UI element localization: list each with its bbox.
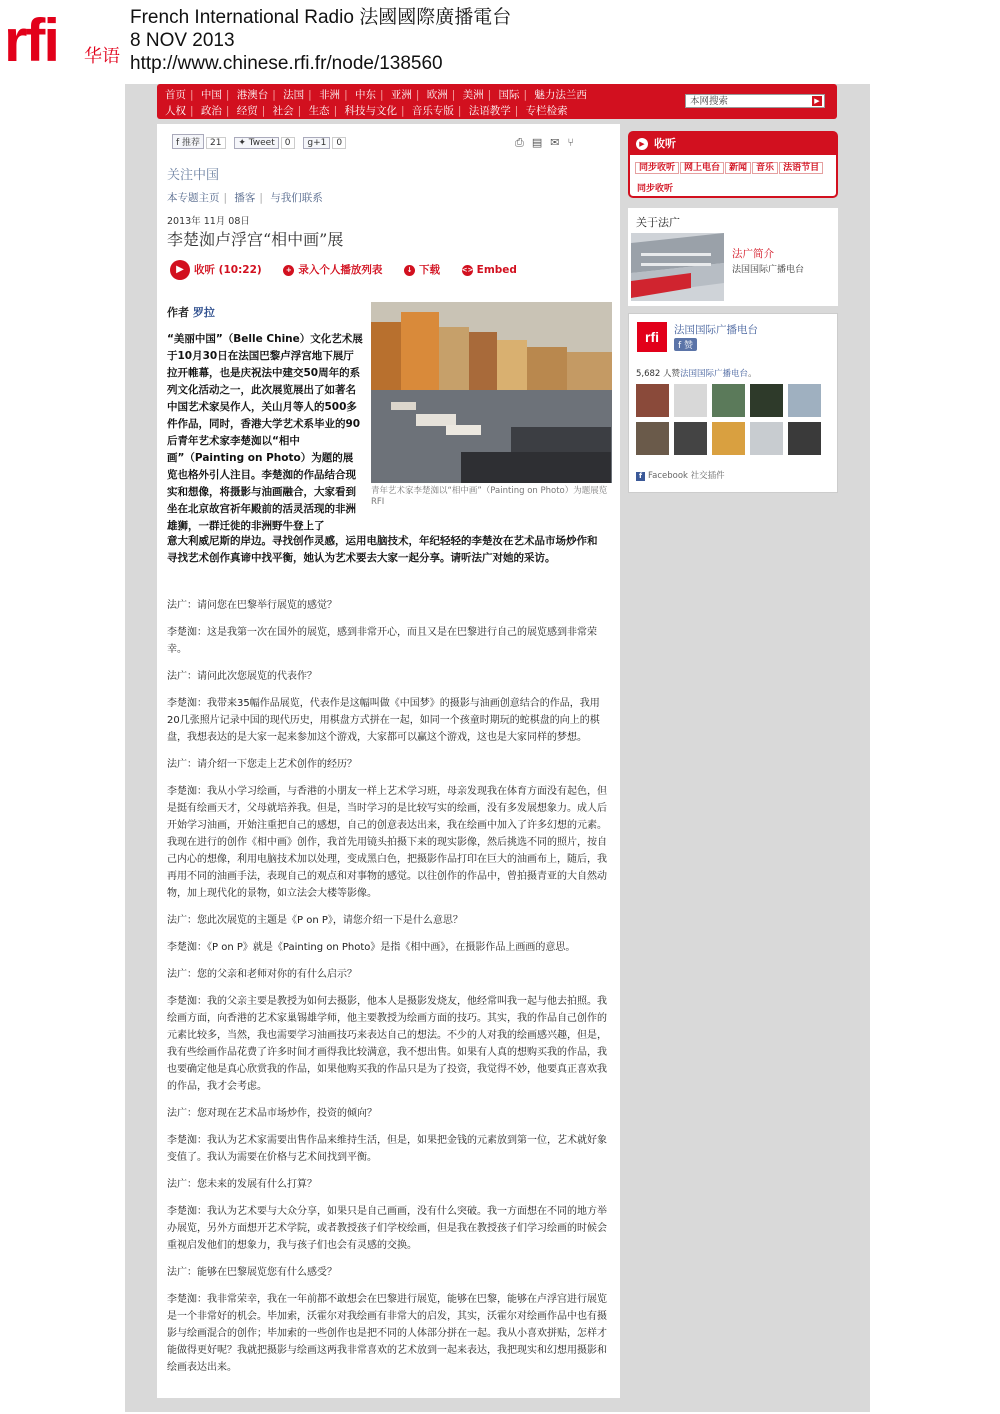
avatar[interactable] [750, 384, 783, 417]
avatar[interactable] [750, 422, 783, 455]
tweet-count: 0 [281, 137, 295, 149]
nav-item[interactable]: 法语教学 [468, 105, 511, 117]
listen-widget [628, 131, 838, 198]
topic-home-link[interactable]: 本专题主页 [167, 192, 220, 204]
tab-web-radio[interactable]: 网上电台 [680, 162, 724, 174]
audio-actions [170, 260, 535, 280]
nav-item[interactable]: 港澳台 [236, 89, 269, 101]
nav-item[interactable]: 生态 [308, 105, 330, 117]
interview-paragraph: 李楚洳：《P on P》就是《Painting on Photo》是指《相中画》，在摄影作品上画画的意思。 [167, 942, 576, 953]
interview-paragraph: 李楚洳：我带来35幅作品展览，代表作是这幅叫做《中国梦》的摄影与油画创意结合的作品，我用20几张照片记录中国的现代历史，用棋盘方式拼在一起，如同一个孩童时期玩的蛇棋盘的向上的棋盘，我想表达的是大家一起来参加这个游戏，大家都可以赢这个游戏，这也是大家同样的梦想。 [167, 698, 600, 743]
listen-widget-header: ▶ 收听 [630, 133, 836, 155]
fb-page-name[interactable]: 法国国际广播电台 [674, 324, 758, 336]
search-placeholder: 本网搜索 [690, 96, 729, 107]
nav-item[interactable]: 亚洲 [390, 89, 412, 101]
facebook-widget [628, 313, 838, 493]
header-url: http://www.chinese.rfi.fr/node/138560 [130, 53, 443, 74]
avatar[interactable] [788, 384, 821, 417]
play-icon: ▶ [170, 260, 190, 280]
search-input[interactable] [685, 94, 825, 108]
listen-button[interactable]: ▶ 收听 (10:22) [170, 264, 262, 276]
nav-item[interactable]: 非洲 [319, 89, 341, 101]
interview-paragraph: 李楚洳：我的父亲主要是教授为如何去摄影，他本人是摄影发烧友，他经常叫我一起与他去拍照。我绘画方面，向香港的艺术家巢锡雄学师，他主要教授为绘画方面的技巧。其实，我的作品自己创作的元素比较多，当然，我也需要学习油画技巧来表达自己的想法。不少的人对我的绘画感兴趣，但是，我有些绘画作品花费了许多时间才画得我比较满意，我不想出售。如果有人真的想购买我的作品，我也要确定他是真心欣赏我的作品，如果他购买我的作品只是为了投资，我觉得不妙，他要真正喜欢我的作品，我才会考虑。 [167, 996, 607, 1092]
facebook-icon: f [636, 472, 645, 481]
contact-link[interactable]: 与我们联系 [270, 192, 323, 204]
nav-row-1: 首页 | 中国 | 港澳台 | 法国 | 非洲 | 中东 | 亚洲 | 欧洲 | 美洲 | 国际 | 魅力法兰西 [165, 89, 587, 101]
article-category[interactable]: 关注中国 [167, 168, 220, 183]
rfi-logo [4, 8, 124, 74]
article-photo [371, 302, 612, 483]
avatar[interactable] [636, 384, 669, 417]
rfi-logo-text: rfi [4, 7, 58, 74]
fb-like-button[interactable]: f 赞 [674, 338, 697, 351]
facebook-count: 21 [206, 137, 225, 149]
embed-icon: <> [461, 265, 474, 274]
rfi-fb-logo[interactable]: rfi [637, 322, 667, 352]
avatar[interactable] [674, 384, 707, 417]
interview-paragraph: 法广：请介绍一下您走上艺术创作的经历？ [167, 759, 357, 770]
tab-music[interactable]: 音乐 [752, 162, 778, 174]
interview-paragraph: 李楚洳：我认为艺术要与大众分享，如果只是自己画画，没有什么突破。我一方面想在不同的地方举办展览，另外方面想开艺术学院，或者教授孩子们学校绘画，但是我在教授孩子们学习绘画的时候会重视启发他们的想象力，我与孩子们也会有灵感的交换。 [167, 1206, 607, 1251]
interview-paragraph: 李楚洳：我非常荣幸，我在一年前都不敢想会在巴黎进行展览，能够在巴黎，能够在卢浮宫进行展览是一个非常好的机会。毕加索，沃霍尔对我绘画有非常大的启发，其实，沃霍尔对绘画作品中也有摄影与绘画混合的创作；毕加索的一些创作也是把不同的人体部分拼在一起。我从小喜欢拼贴，怎样才能做得更好呢？我就把摄影与绘画这两我非常喜欢的艺术放到一起来表达，我把现实和幻想用摄影和绘画表达出来。 [167, 1294, 607, 1373]
interview-paragraph: 法广：您的父亲和老师对你的有什么启示？ [167, 969, 357, 980]
nav-item[interactable]: 美洲 [462, 89, 484, 101]
nav-item[interactable]: 中东 [354, 89, 376, 101]
nav-item[interactable]: 人权 [165, 105, 186, 117]
nav-item[interactable]: 经贸 [236, 105, 258, 117]
print-icon[interactable]: ⎙ [515, 136, 532, 149]
facebook-recommend-button[interactable]: f 推荐 [172, 134, 204, 149]
nav-row-2: 人权 | 政治 | 经贸 | 社会 | 生态 | 科技与文化 | 音乐专版 | 法语教学 | 专栏检索 [165, 105, 568, 117]
nav-item[interactable]: 科技与文化 [344, 105, 397, 117]
photo-credit: RFI [371, 497, 385, 507]
topic-links: 本专题主页 | 播客 | 与我们联系 [167, 192, 323, 204]
author-line: 作者 罗拉 [167, 306, 215, 319]
avatar[interactable] [636, 422, 669, 455]
download-button[interactable]: ↓ 下载 [404, 264, 440, 276]
interview-paragraph: 法广：请问此次您展览的代表作？ [167, 671, 317, 682]
nav-item[interactable]: 魅力法兰西 [534, 89, 587, 101]
embed-button[interactable]: <> Embed [461, 264, 517, 276]
interview-paragraph: 法广：请问您在巴黎举行展览的感觉？ [167, 600, 337, 611]
play-icon: ▶ [636, 138, 648, 150]
listen-tabs [635, 160, 824, 173]
header-info [130, 6, 511, 75]
about-link[interactable]: 法广简介 [732, 248, 774, 260]
author-name[interactable]: 罗拉 [192, 306, 215, 319]
download-icon: ↓ [404, 265, 415, 276]
article-body [167, 597, 612, 1386]
article-lead-continued: 意大利威尼斯的岸边。寻找创作灵感，运用电脑技术，年纪轻轻的李楚汝在艺术品市场炒作和寻找艺术创作真谛中找平衡，她认为艺术要去大家一起分享。请听法广对她的采访。 [167, 535, 598, 564]
interview-paragraph: 李楚洳：我从小学习绘画，与香港的小朋友一样上艺术学习班，母亲发现我在体育方面没有起色，但是挺有绘画天才，父母就培养我。但是，当时学习的是比较写实的绘画，没有多发展想象力。成人后开始学习油画，开始注重把自己的感想，自己的创意表达出来，我在绘画中加入了许多幻想的元素。我现在进行的创作《相中画》创作，我首先用镜头拍摄下来的现实影像，然后挑选不同的照片，按自己内心的想像，利用电脑技术加以处理，变成黑白色，把摄影作品打印在巨大的油画布上，随后，我再用不同的油画手法，表现自己的观点和对事物的感觉。以往创作的作品中，曾拍摄青亚的大自然动物，加上现代化的景物，如立法会大楼等影像。 [167, 786, 607, 899]
tab-live[interactable]: 同步收听 [635, 162, 679, 174]
podcast-link[interactable]: 播客 [234, 192, 256, 204]
live-listen-link[interactable]: 同步收听 [637, 184, 674, 194]
fb-plugin-label: f Facebook 社交插件 [636, 469, 725, 481]
interview-paragraph: 李楚洳：这是我第一次在国外的展览，感到非常开心，而且又是在巴黎进行自己的展览感到非常荣幸。 [167, 627, 597, 655]
interview-paragraph: 法广：能够在巴黎展览您有什么感受？ [167, 1267, 337, 1278]
plus-icon: + [283, 265, 294, 276]
header-date: 8 NOV 2013 [130, 30, 235, 51]
interview-paragraph: 法广：您未来的发展有什么打算？ [167, 1179, 317, 1190]
search-icon[interactable]: ▶ [812, 96, 822, 106]
avatar[interactable] [674, 422, 707, 455]
nav-item[interactable]: 法国 [283, 89, 305, 101]
social-bar [172, 134, 352, 149]
nav-item[interactable]: 国际 [498, 89, 520, 101]
google-plus-button[interactable]: g+1 [303, 137, 330, 149]
photo-caption: 青年艺术家李楚洳以“相中画”（Painting on Photo）为题展览 RFI [371, 486, 612, 508]
avatar[interactable] [788, 422, 821, 455]
pdf-icon[interactable]: ▤ [531, 136, 551, 149]
avatar[interactable] [712, 384, 745, 417]
tab-news[interactable]: 新闻 [725, 162, 751, 174]
tab-french[interactable]: 法语节目 [779, 162, 823, 174]
nav-item[interactable]: 音乐专版 [411, 105, 454, 117]
about-title: 关于法广 [636, 216, 680, 229]
interview-paragraph: 李楚洳：我认为艺术家需要出售作品来维持生活，但是，如果把金钱的元素放到第一位，艺术就好象变值了。我认为需要在价格与艺术间找到平衡。 [167, 1135, 607, 1163]
about-widget [628, 208, 838, 306]
nav-item[interactable]: 欧洲 [426, 89, 448, 101]
nav-item[interactable]: 社会 [272, 105, 294, 117]
about-subtitle: 法国国际广播电台 [732, 265, 805, 275]
archive-header [0, 0, 1000, 80]
nav-item[interactable]: 专栏检索 [525, 105, 568, 117]
nav-item[interactable]: 政治 [200, 105, 222, 117]
interview-paragraph: 法广：您对现在艺术品市场炒作，投资的倾向？ [167, 1108, 377, 1119]
page-title: 李楚洳卢浮宫“相中画”展 [167, 230, 344, 249]
tweet-button[interactable]: ✦ Tweet [234, 137, 278, 149]
interview-paragraph: 法广：您此次展览的主题是《P on P》，请您介绍一下是什么意思？ [167, 915, 463, 926]
google-plus-count: 0 [332, 137, 346, 149]
nav-item[interactable]: 中国 [200, 89, 222, 101]
share-icon[interactable]: ⑂ [567, 136, 583, 149]
fb-like-count: 5,682 人赞法国国际广播电台。 [636, 369, 757, 379]
article-date: 2013年 11月 08日 [167, 216, 250, 227]
add-playlist-button[interactable]: + 录入个人播放列表 [283, 264, 382, 276]
header-source: French International Radio 法國國際廣播電台 [130, 7, 512, 28]
nav-item[interactable]: 首页 [165, 89, 186, 101]
avatar[interactable] [712, 422, 745, 455]
article-lead: “美丽中国”（Belle Chine）文化艺术展于10月30日在法国巴黎卢浮宫地下展厅拉开帷幕，也是庆祝法中建交50周年的系列文化活动之一，此次展览展出了如著名中国艺术家吴作人，关山月等人的500多件作品，同时，香港大学艺术系毕业的90后青年艺术家李楚洳以“相中画”（Painting on Photo）为题的展览也格外引人注目。李楚洳的作品结合现实和想像，将摄影与油画融合，大家看到坐在北京故宫祈年殿前的活灵活现的非洲雄狮，一群迁徙的非洲野牛登上了 [167, 333, 363, 532]
article-tools [515, 136, 582, 150]
about-image[interactable] [631, 233, 724, 301]
email-icon[interactable]: ✉ [550, 136, 568, 149]
rfi-logo-sub: 华语 [84, 46, 120, 67]
